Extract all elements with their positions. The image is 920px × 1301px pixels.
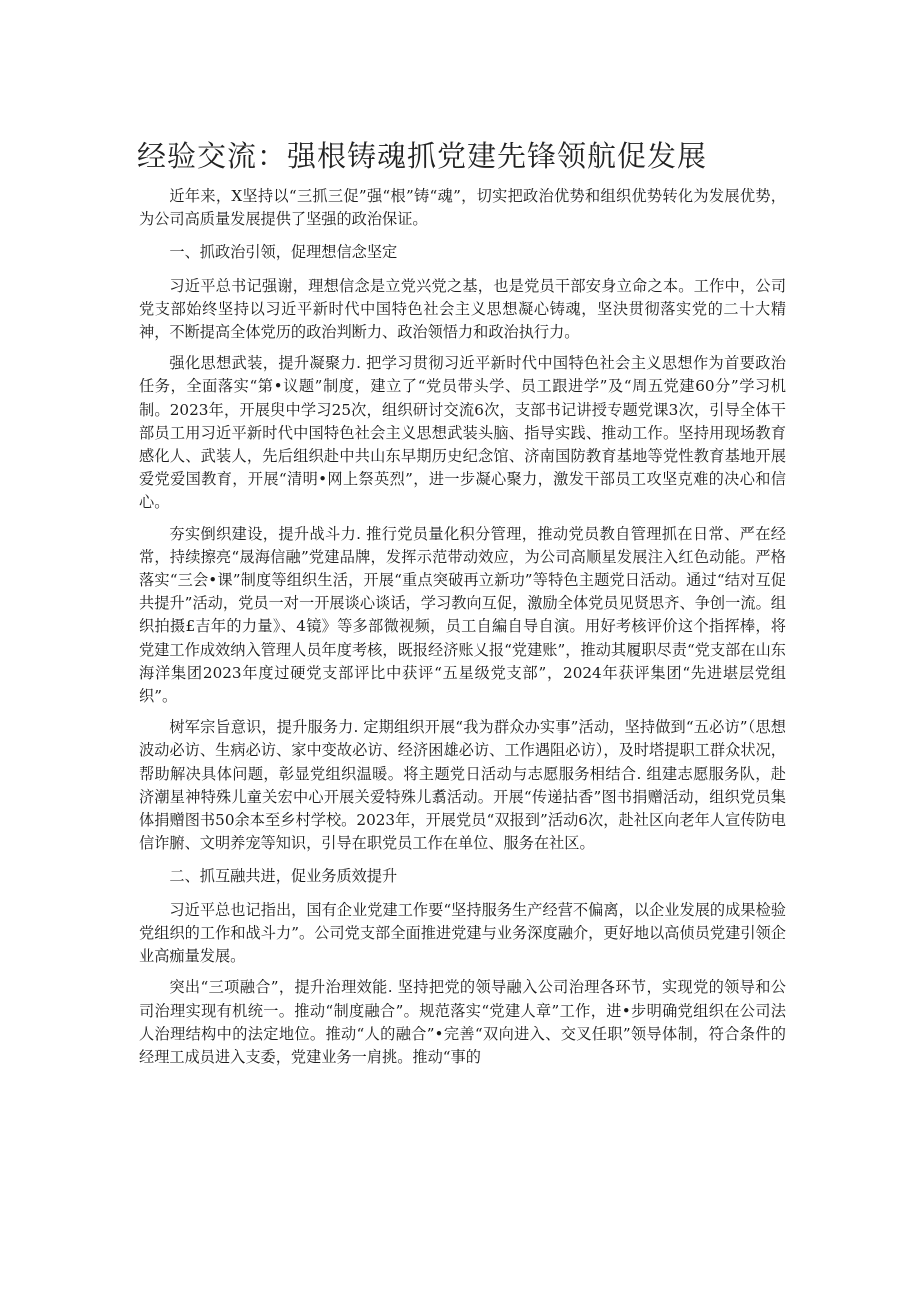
section-1-paragraph-1: 习近平总书记强谢，理想信念是立党兴党之基，也是党员干部安身立命之本。工作中，公司党支部始终坚持以习近平新时代中国特色社会主义思想凝心铸魂，坚決贯彻落实党的二十大精神，不断提高全体党历的政治判断力、政治领悟力和政治执行力。 [139,276,786,342]
section-2-heading: 二、抓互融共进，促业务质效提升 [169,867,398,886]
section-2-paragraph-2: 突出“三项融合”，提升治理效能. 坚持把党的领导融入公司治理各环节，实现党的领导和公司治理实现有机统一。推动“制度融合”。规范落实“党建人章”工作，进•步明确党组织在公司法人治理结构中的法定地位。推动“人的融合”•完善“双向进入、交叉任职”领导体制，符合条件的经理工成员进入支委，党建业务一肩挑。推动“事的 [139,978,786,1066]
section-1-heading: 一、抓政治引领，促理想信念坚定 [169,243,398,262]
document-body [139,185,786,1069]
intro-paragraph: 近年来，X坚持以“三抓三促”强“根”铸“魂”，切实把政治优势和组织优势转化为发展优势，为公司高质量发展提供了坚强的政治保证。 [139,187,786,229]
document-title: 经验交流：强根铸魂抓党建先锋领航促发展 [137,139,708,173]
section-1-paragraph-2: 强化思想武装，提升凝聚力. 把学习贯彻习近平新时代中国特色社会主义思想作为首要政治任务，全面落实“第•议题”制度，建立了“党员带头学、员工跟进学”及“周五党建60分”学习机制。2023年，开展臾中学习25次，组织研讨交流6次，支部书记讲授专题党课3次，引导全体干部员工用习近平新时代中国特色社会主义思想武装头脑、指导实践、推动工作。坚持用现场教育感化人、武装人，先后组织赴中共山东早期历史纪念馆、济南国防教育基地等党性教育基地开展爱党爱国教育，开展“清明•网上祭英烈”，进一步凝心聚力，激发干部员工攻坚克难的决心和信心。 [139,354,786,512]
section-2-paragraph-1: 习近平总也记指出，国有企业党建工作要“坚持服务生产经营不偏离，以企业发展的成果检验党组织的工作和战斗力”。公司党支部全面推进党建与业务深度融介，更好地以高侦员党建引领企业高痂量发展。 [139,900,786,966]
section-1-paragraph-4: 树军宗旨意识，提升服务力. 定期组织开展“我为群众办实事”活动，坚持做到“五必访”（思想波动必访、生病必访、家中变故必访、经济困雄必访、工作遇阻必访），及时塔提职工群众状况，帮助解决具体问题，彰显党组织温暖。将主题党日活动与志愿服务相结合. 组建志愿服务队，赴济潮星神特殊儿童关宏中心开展关爱特殊儿翥活动。开展“传递拈香”图书捐赠活动，组织党员集体捐赠图书50余本至乡村学校。2023年，开展党员“双报到”活动6次，赴社区向老年人宣传防电信诈腑、文明养宠等知识，引导在职党员工作在单位、服务在社区。 [139,718,786,853]
section-1-paragraph-3: 夯实倒织建设，提升战斗力. 推行党员量化积分管理，推动党员教自管理抓在日常、严在经常，持续擦亮“晟海信融”党建品牌，发挥示范带动效应，为公司高顺星发展注入红色动能。严格落实“三会•课”制度等组织生活，开展“重点突破再立新功”等特色主题党日活动。通过“结对互促共提升”活动，党员一对一开展谈心谈话，学习教向互促，激励全体党员见贤思齐、争创一流。组织拍摄£吉年的力量》、4镜》等多部微视频，员工自編自导自演。用好考核评价这个指挥棒，将党建工作成效纳入管理人员年度考核，既报经济账乂报“党建账”，推动其履职尽责“党支部在山东海洋集团2023年度过硬党支部评比中获评“五星级党支部”，2024年获评集团“先进堪层党组织”。 [139,524,786,706]
